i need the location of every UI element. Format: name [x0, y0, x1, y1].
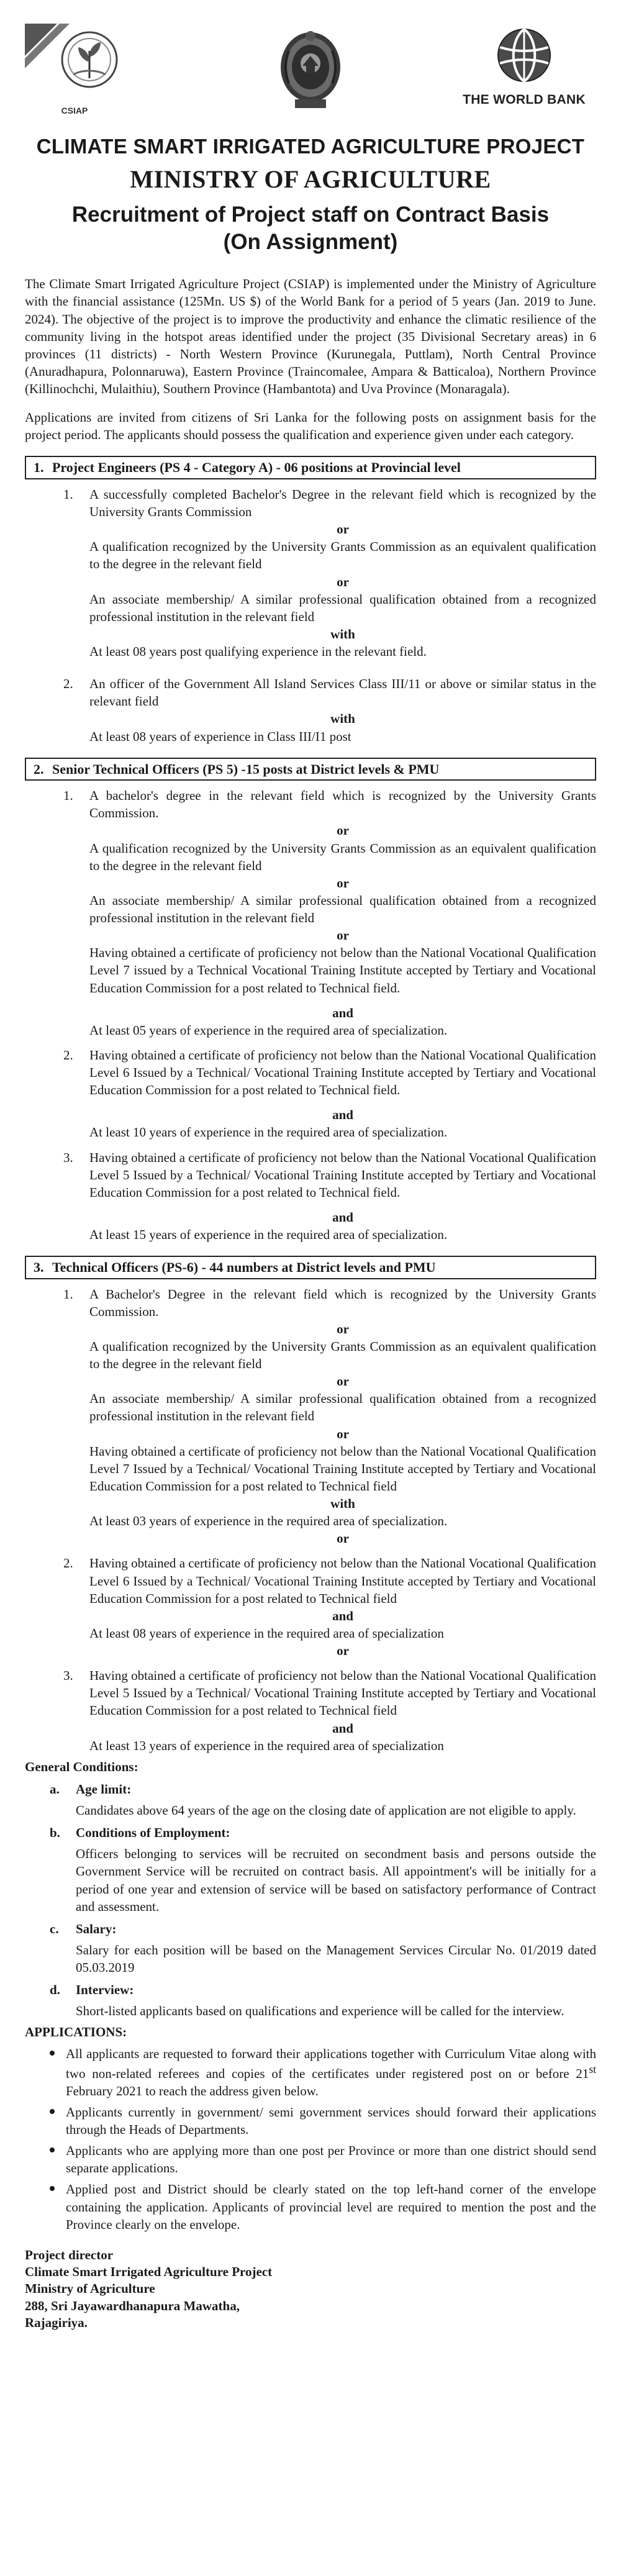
experience-text: At least 13 years of experience in the required area of specialization — [89, 1738, 444, 1753]
condition-letter: a. — [50, 1781, 60, 1797]
world-bank-logo — [450, 27, 599, 109]
requirement-item — [63, 675, 596, 745]
application-text: All applicants are requested to forward their applications together with Curriculum Vitae along with two non-related referees and copies of the certificates under registered post on or before 21 — [66, 2046, 596, 2081]
condition-salary — [48, 1920, 596, 1976]
project-title: CLIMATE SMART IRRIGATED AGRICULTURE PROJECT — [36, 135, 585, 158]
requirement-item — [63, 787, 596, 1039]
condition-heading: Interview: — [76, 1982, 134, 1998]
application-bullet: Applied post and District should be clearly stated on the top left-hand corner of the envelope containing the application. Applicants of provincial level are required to mention the post and the Province clearly on the envelope. — [48, 2180, 596, 2233]
condition-age-limit — [48, 1780, 596, 1819]
intro-paragraph: The Climate Smart Irrigated Agriculture Project (CSIAP) is implemented under the Ministry of Agriculture with the financial assistance (125Mn. US $) of the World Bank for a period of 5 years (Jan. 2019 to June. 2024). The objective of the project is to improve the productivity and enhance the climatic resilience of the community living in the hotspot areas identified under the project (35 Divisional Secretary areas) in 6 provinces (11 districts) - North Western Province (Kurunegala, Puttlam), North Central Province (Anuradhapura, Polonnaruwa), Eastern Province (Traincomalee, Ampara & Batticaloa), Northern Province (Killinochchi, Mulaithiu), Southern Province (Hambantota) and Uva Province (Monaragala). — [25, 276, 596, 397]
qualification-text: A qualification recognized by the University Grants Commission as an equivalent qualification to the degree in the relevant field — [89, 1338, 596, 1372]
qualification-text: Having obtained a certificate of proficiency not below than the National Vocational Qualification Level 6 Issued by a Technical/ Vocational Training Institute accepted by Tertiary and Vocational Education Commission for a post related to Technical field — [89, 1556, 596, 1606]
and-connector: and — [332, 1107, 353, 1123]
csiap-logo — [25, 24, 124, 117]
address-block — [25, 2247, 596, 2331]
condition-text: Short-listed applicants based on qualifications and experience will be called for the interview. — [76, 2003, 564, 2019]
requirement-item — [63, 1554, 596, 1659]
qualification-text: An officer of the Government All Island Services Class III/11 or above or similar status in the relevant field — [89, 676, 596, 709]
application-bullet — [48, 2045, 596, 2100]
logo-row — [25, 12, 596, 125]
requirement-number: 1. — [63, 788, 73, 804]
general-conditions-title: General Conditions: — [25, 1759, 138, 1774]
or-connector: or — [337, 1531, 349, 1546]
or-connector: or — [337, 1374, 349, 1389]
with-connector: with — [330, 1496, 355, 1512]
qualification-text: Having obtained a certificate of proficiency not below than the National Vocational Qualification Level 7 Issued by a Technical/ Vocational Training Institute accepted by Tertiary and Vocational Education Commission for a post related to Technical field — [89, 1443, 596, 1494]
condition-text: Candidates above 64 years of the age on the closing date of application are not eligible to apply. — [76, 1803, 576, 1818]
condition-employment — [48, 1824, 596, 1915]
signoff-street: 288, Sri Jayawardhanapura Mawatha, — [25, 2298, 240, 2313]
or-connector: or — [337, 875, 349, 891]
national-emblem-icon — [276, 26, 345, 113]
qualification-text: A bachelor's degree in the relevant field which is recognized by the University Grants Commission. — [89, 788, 596, 821]
condition-text: Salary for each position will be based on the Management Services Circular No. 01/2019 dated 05.03.2019 — [76, 1942, 596, 1975]
application-bullet: Applicants currently in government/ semi government services should forward their applications through the Heads of Departments. — [48, 2103, 596, 2138]
position-title: Technical Officers (PS-6) - 44 numbers at District levels and PMU — [52, 1259, 436, 1276]
and-connector: and — [332, 1005, 353, 1020]
qualification-text: A Bachelor's Degree in the relevant field which is recognized by the University Grants Commission. — [89, 1286, 596, 1319]
qualification-text: Having obtained a certificate of proficiency not below than the National Vocational Qualification Level 6 Issued by a Technical/ Vocational Training Institute accepted by Tertiary and Vocational Education Commission for a post related to Technical field. — [89, 1047, 596, 1098]
condition-heading: Conditions of Employment: — [76, 1825, 230, 1841]
position-number: 1. — [34, 460, 44, 476]
application-text: February 2021 to reach the address given below. — [66, 2083, 319, 2098]
applications-title: APPLICATIONS: — [25, 2025, 127, 2040]
qualification-text: Having obtained a certificate of proficiency not below than the National Vocational Qualification Level 5 Issued by a Technical/ Vocational Training Institute accepted by Tertiary and Vocational Education Commission for a post related to Technical field — [89, 1668, 596, 1718]
qualification-text: A qualification recognized by the University Grants Commission as an equivalent qualification to the degree in the relevant field — [89, 840, 596, 873]
requirement-number: 3. — [63, 1150, 73, 1165]
ministry-title: MINISTRY OF AGRICULTURE — [130, 165, 491, 194]
or-connector: or — [337, 1426, 349, 1441]
position-number: 2. — [34, 761, 44, 777]
and-connector: and — [332, 1608, 353, 1623]
requirement-number: 2. — [63, 1556, 73, 1571]
position-1-header — [25, 456, 596, 479]
with-connector: with — [330, 626, 355, 642]
requirement-number: 1. — [63, 1286, 73, 1302]
recruitment-title-line1: Recruitment of Project staff on Contract Basis — [71, 202, 550, 227]
experience-text: At least 05 years of experience in the required area of specialization. — [89, 1022, 448, 1038]
or-connector: or — [337, 522, 349, 537]
position-number: 3. — [34, 1259, 44, 1276]
or-connector: or — [337, 928, 349, 943]
signoff-ministry: Ministry of Agriculture — [25, 2281, 155, 2297]
with-connector: with — [330, 711, 355, 727]
experience-text: At least 15 years of experience in the required area of specialization. — [89, 1227, 448, 1242]
qualification-text: A successfully completed Bachelor's Degree in the relevant field which is recognized by the University Grants Commission — [89, 486, 596, 520]
recruitment-title-line2: (On Assignment) — [223, 229, 398, 254]
signoff-title: Project director — [25, 2247, 114, 2262]
general-conditions-list — [48, 1780, 596, 2020]
experience-text: At least 08 years post qualifying experience in the relevant field. — [89, 644, 427, 660]
and-connector: and — [332, 1209, 353, 1225]
position-title: Project Engineers (PS 4 - Category A) - 06 positions at Provincial level — [52, 460, 461, 476]
experience-text: At least 08 years of experience in Class III/I1 post — [89, 728, 351, 744]
position-3-requirements — [63, 1286, 596, 1754]
condition-interview — [48, 1981, 596, 2020]
qualification-text: An associate membership/ A similar professional qualification obtained from a recognized professional institution in the relevant field — [89, 892, 596, 925]
requirement-item — [63, 486, 596, 660]
condition-text: Officers belonging to services will be recruited on secondment basis and persons outside the Government Service will be recruited on contract basis. All appointment's will be initially for a period of one year and extension of service will be based on satisfactory performance of Contract and assessment. — [76, 1846, 596, 1914]
recruitment-title — [25, 201, 596, 256]
position-3-header — [25, 1256, 596, 1279]
or-connector: or — [337, 823, 349, 838]
position-2-header — [25, 758, 596, 781]
position-2-requirements — [63, 787, 596, 1243]
requirement-number: 1. — [63, 486, 73, 502]
requirement-item — [63, 1286, 596, 1548]
invitation-paragraph: Applications are invited from citizens of Sri Lanka for the following posts on assignment basis for the project period. The applicants should possess the qualification and experience given under each category. — [25, 410, 596, 443]
ordinal-suffix: st — [589, 2062, 596, 2075]
world-bank-globe-icon — [496, 27, 552, 83]
csiap-emblem-icon — [25, 24, 124, 98]
position-title: Senior Technical Officers (PS 5) -15 posts at District levels & PMU — [52, 761, 440, 777]
requirement-item — [63, 1667, 596, 1754]
sri-lanka-crest-logo — [276, 26, 345, 117]
applications-list — [48, 2045, 596, 2233]
requirement-item — [63, 1046, 596, 1141]
qualification-text: An associate membership/ A similar professional qualification obtained from a recognized professional institution in the relevant field — [89, 1391, 596, 1424]
requirement-number: 3. — [63, 1668, 73, 1684]
world-bank-caption: THE WORLD BANK — [463, 93, 586, 107]
application-bullet: Applicants who are applying more than one post per Province or more than one district should send separate applications. — [48, 2142, 596, 2177]
requirement-number: 2. — [63, 1047, 73, 1063]
requirement-item — [63, 1149, 596, 1244]
or-connector: or — [337, 574, 349, 589]
signoff-city: Rajagiriya. — [25, 2315, 88, 2331]
experience-text: At least 08 years of experience in the required area of specialization — [89, 1625, 444, 1641]
and-connector: and — [332, 1720, 353, 1736]
or-connector: or — [337, 1321, 349, 1336]
requirement-number: 2. — [63, 676, 73, 692]
qualification-text: An associate membership/ A similar professional qualification obtained from a recognized professional institution in the relevant field — [89, 591, 596, 624]
csiap-caption: CSIAP — [61, 106, 88, 116]
experience-text: At least 10 years of experience in the required area of specialization. — [89, 1125, 448, 1140]
condition-heading: Salary: — [76, 1921, 117, 1936]
signoff-project: Climate Smart Irrigated Agriculture Project — [25, 2264, 273, 2280]
qualification-text: Having obtained a certificate of proficiency not below than the National Vocational Qualification Level 7 issued by a Technical Vocational Training Institute accepted by Tertiary and Vocational Education Commission for a post related to Technical field. — [89, 945, 596, 995]
qualification-text: Having obtained a certificate of proficiency not below than the National Vocational Qualification Level 5 Issued by a Technical/ Vocational Training Institute accepted by Tertiary and Vocational Education Commission for a post related to Technical field. — [89, 1150, 596, 1200]
experience-text: At least 03 years of experience in the required area of specialization. — [89, 1513, 448, 1529]
position-1-requirements — [63, 486, 596, 745]
condition-letter: b. — [50, 1825, 60, 1841]
qualification-text: A qualification recognized by the University Grants Commission as an equivalent qualification to the degree in the relevant field — [89, 539, 596, 572]
condition-letter: c. — [50, 1921, 59, 1936]
condition-letter: d. — [50, 1982, 60, 1998]
condition-heading: Age limit: — [76, 1781, 132, 1797]
or-connector: or — [337, 1643, 349, 1659]
